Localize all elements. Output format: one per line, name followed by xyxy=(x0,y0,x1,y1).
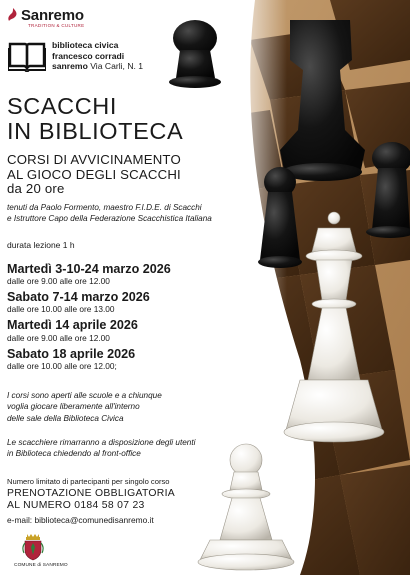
sanremo-logo-icon xyxy=(7,8,19,22)
boards-line1: Le scacchiere rimarranno a disposizione degli utenti xyxy=(7,438,196,447)
brand-tagline: TRADITION & CULTURE xyxy=(28,23,85,28)
open-courses-note xyxy=(7,390,162,424)
session-date: Sabato 18 aprile 2026 xyxy=(7,346,136,361)
instructor-info xyxy=(7,202,212,224)
session-list xyxy=(7,262,171,375)
session-time: dalle ore 10.00 alle ore 12.00; xyxy=(7,360,117,371)
email-link[interactable]: e-mail: biblioteca@comunedisanremo.it xyxy=(7,515,154,525)
session-time: dalle ore 9.00 alle ore 12.00 xyxy=(7,332,110,343)
sanremo-logo xyxy=(7,8,84,23)
chessboards-note xyxy=(7,437,195,460)
subtitle-line3: da 20 ore xyxy=(7,181,65,197)
course-subtitle xyxy=(7,153,181,197)
library-city: sanremo xyxy=(52,61,88,71)
session-time: dalle ore 10.00 alle ore 13.00 xyxy=(7,304,115,315)
booking-info xyxy=(7,488,175,511)
participants-limit: Numero limitato di partecipanti per singolo corso xyxy=(7,477,170,486)
city-crest-icon xyxy=(22,533,44,561)
open-line2: voglia giocare liberamente all'interno xyxy=(7,402,140,412)
session-date: Sabato 7-14 marzo 2026 xyxy=(7,290,150,305)
session-item xyxy=(7,262,171,286)
brand-name: Sanremo xyxy=(21,7,84,24)
session-item xyxy=(7,318,171,342)
session-item xyxy=(7,290,171,314)
open-line1: I corsi sono aperti alle scuole e a chiunque xyxy=(7,391,162,400)
subtitle-line1: CORSI DI AVVICINAMENTO xyxy=(7,152,181,167)
booking-line1: PRENOTAZIONE OBBLIGATORIA xyxy=(7,488,176,499)
session-item xyxy=(7,347,171,371)
lesson-duration: durata lezione 1 h xyxy=(7,240,75,250)
comune-label: COMUNE di SANREMO xyxy=(14,563,68,568)
booking-phone[interactable]: AL NUMERO 0184 58 07 23 xyxy=(7,499,145,511)
session-date: Martedì 14 aprile 2026 xyxy=(7,318,138,333)
instructor-line1: tenuti da Paolo Formento, maestro F.I.D.E. di Scacchi xyxy=(7,203,202,212)
title-line1: SCACCHI xyxy=(7,93,117,119)
library-address: Via Carli, N. 1 xyxy=(90,61,144,71)
library-name-line2: francesco corradi xyxy=(52,50,125,61)
book-icon xyxy=(8,40,46,72)
instructor-line2: e Istruttore Capo della Federazione Scacchistica Italiana xyxy=(7,214,212,224)
library-block xyxy=(8,40,143,72)
session-date: Martedì 3-10-24 marzo 2026 xyxy=(7,262,171,276)
title-line2: IN BIBLIOTECA xyxy=(7,118,184,144)
boards-line2: in Biblioteca chiedendo al front-office xyxy=(7,449,141,459)
page-title xyxy=(7,94,183,144)
open-line3: delle sale della Biblioteca Civica xyxy=(7,413,124,423)
subtitle-line2: AL GIOCO DEGLI SCACCHI xyxy=(7,166,181,182)
session-time: dalle ore 9.00 alle ore 12.00 xyxy=(7,276,110,287)
library-name-line1: biblioteca civica xyxy=(52,40,119,50)
